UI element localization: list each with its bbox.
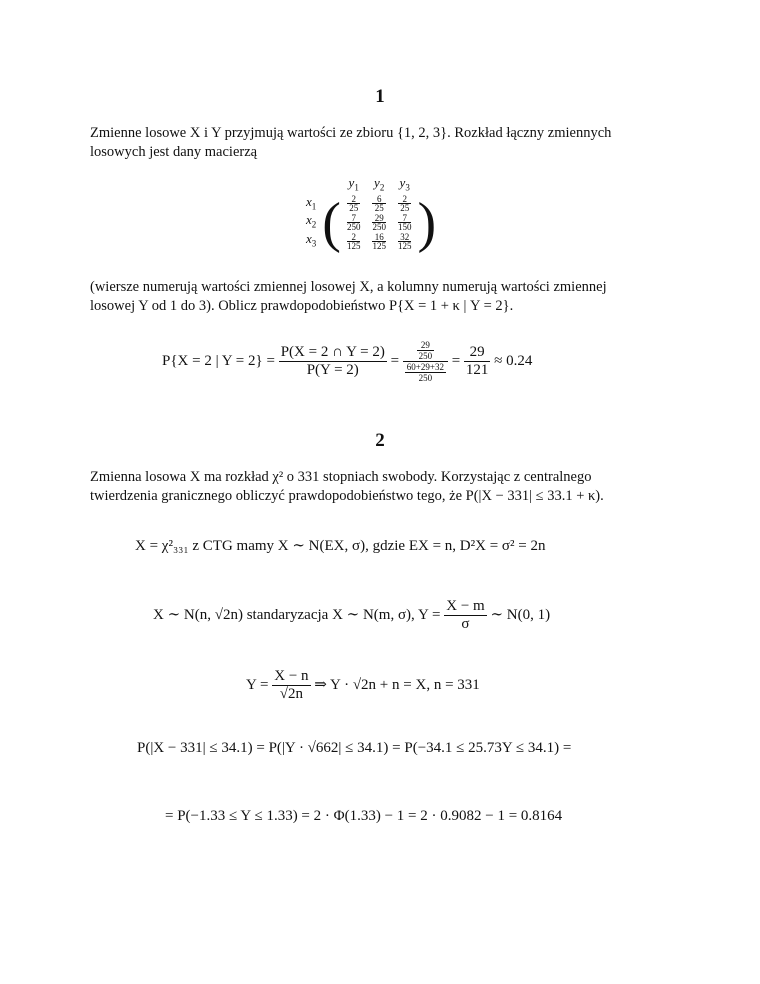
eq-fraction-nested: $\frac{\frac{29}{250}}{\frac{60+29+32}{250}}$ — [403, 340, 448, 383]
eq-fraction-result: $\frac{29}{121}$ — [465, 344, 489, 378]
equation-y-definition: Y = $\frac{X - n}{√2n}$ ⇒ Y · √2n + n = X, n = 331 — [246, 668, 480, 702]
col-label-y3: $y_3$ — [399, 175, 410, 193]
eq3-fraction: $\frac{X - n}{√2n}$ — [274, 668, 309, 702]
eq-fraction-main: $\frac{P(X = 2 \cap Y = 2)}{P(Y = 2)}$ — [280, 344, 385, 378]
matrix-cell: 2 25 — [341, 195, 367, 214]
row-label-x1: $x_1$ — [306, 193, 317, 212]
equation-probability-1: P(|X − 331| ≤ 34.1) = P(|Y · √662| ≤ 34.1) = P(−34.1 ≤ 25.73Y ≤ 34.1) = — [137, 740, 572, 756]
para2-line2: losowej Y od 1 do 3). Oblicz prawdopodobieństwo P{X = 1 + κ | Y = 2}. — [90, 298, 514, 314]
matrix-cell: 7 150 — [397, 213, 412, 233]
para2-line1: (wiersze numerują wartości zmiennej losowej X, a kolumny numerują wartości zmiennej — [90, 279, 607, 295]
section-1-heading: 1 — [375, 86, 385, 107]
para-line2: twierdzenia granicznego obliczyć prawdopodobieństwo tego, że P(|X − 331| ≤ 33.1 + κ). — [90, 488, 604, 504]
matrix-cell: 6 25 — [366, 195, 392, 214]
section-1-paragraph-1 — [90, 124, 672, 162]
col-label-y1: $y_1$ — [348, 175, 359, 193]
para1-line2: losowych jest dany macierzą — [90, 144, 258, 160]
matrix-cell: 7 250 — [346, 213, 361, 233]
para-line1: Zmienna losowa X ma rozkład χ² o 331 stopniach swobody. Korzystając z centralnego — [90, 469, 592, 485]
conditional-probability-equation: P{X = 2 | Y = 2} = $\frac{P(X = 2 \cap Y = 2)}{P(Y = 2)}$ = $\frac{\frac{29}{250}}{\frac{60+29+32}{250}}$ = $\frac{29}{121}$ ≈ 0.24 — [162, 340, 533, 383]
matrix-cell: 32 125 — [397, 231, 412, 251]
matrix-cell: 29 250 — [372, 213, 386, 233]
joint-distribution-matrix — [300, 175, 437, 254]
equation-clt: X = χ²₃₃₁ z CTG mamy X ∼ N(EX, σ), gdzie EX = n, D²X = σ² = 2n — [135, 538, 546, 554]
row-label-x3: $x_3$ — [306, 230, 317, 249]
section-1-paragraph-2 — [90, 278, 672, 316]
left-paren: ( — [322, 191, 341, 254]
matrix-cell: 16 125 — [372, 231, 386, 251]
col-label-y2: $y_2$ — [374, 175, 385, 193]
eq-lhs: P{X = 2 | Y = 2} = — [162, 352, 275, 369]
eq2-fraction: $\frac{X - m}{\sigma}$ — [446, 598, 485, 632]
right-paren: ) — [417, 191, 437, 254]
equation-probability-2: = P(−1.33 ≤ Y ≤ 1.33) = 2 · Φ(1.33) − 1 = 2 · 0.9082 − 1 = 0.8164 — [165, 808, 563, 824]
matrix-cell: 2 125 — [346, 231, 361, 251]
equation-standardization: X ∼ N(n, √2n) standaryzacja X ∼ N(m, σ), Y = $\frac{X - m}{\sigma}$ ∼ N(0, 1) — [153, 598, 551, 632]
section-2-heading: 2 — [375, 430, 385, 451]
eq-approx: ≈ 0.24 — [494, 352, 533, 369]
para1-line1: Zmienne losowe X i Y przyjmują wartości ze zbioru {1, 2, 3}. Rozkład łączny zmiennych — [90, 125, 612, 141]
matrix-table — [300, 175, 437, 254]
section-2-paragraph — [90, 468, 672, 506]
row-label-x2: $x_2$ — [306, 212, 317, 230]
matrix-cell: 2 25 — [392, 195, 418, 214]
